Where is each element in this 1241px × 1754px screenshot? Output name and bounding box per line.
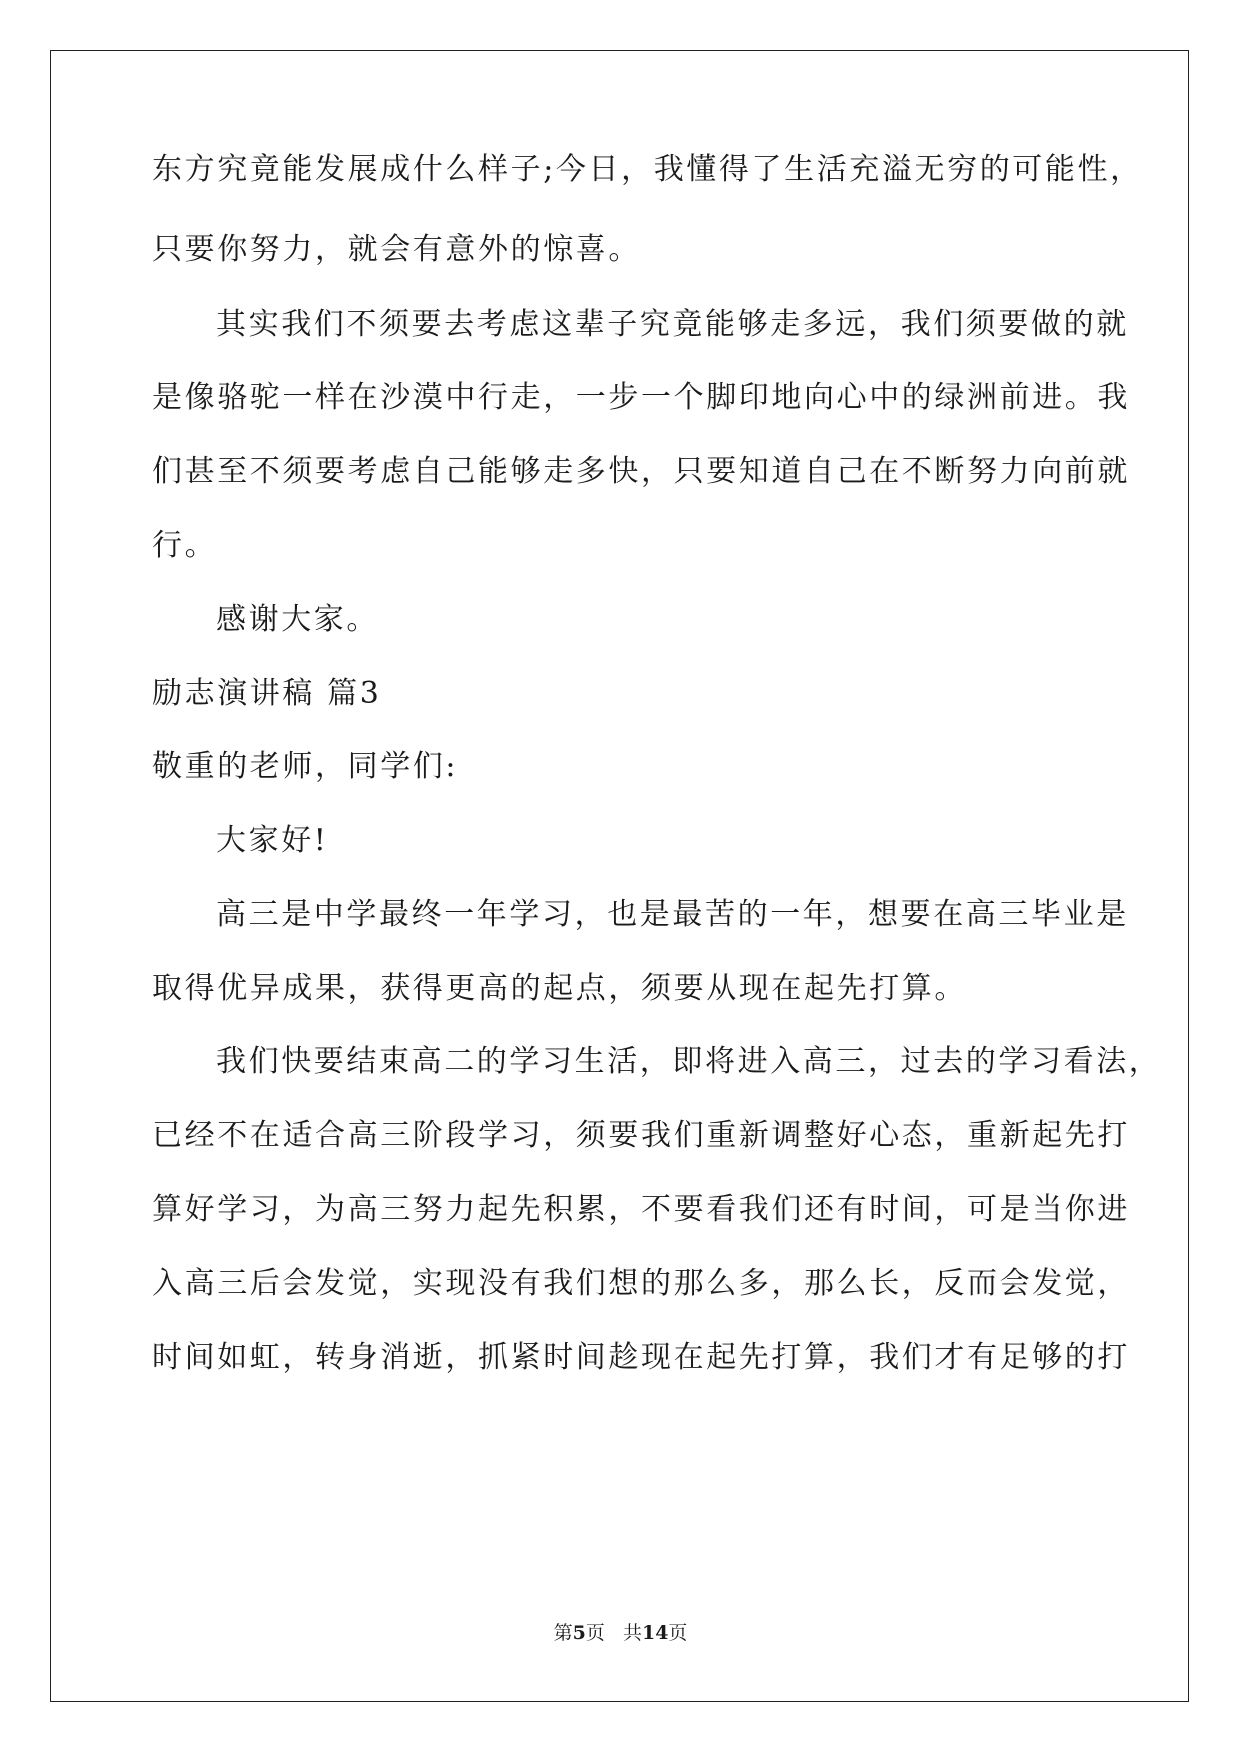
paragraph-line: 已经不在适合高三阶段学习，须要我们重新调整好心态，重新起先打: [152, 1118, 1130, 1153]
paragraph-line: 们甚至不须要考虑自己能够走多快，只要知道自己在不断努力向前就: [152, 454, 1130, 489]
paragraph-line: 算好学习，为高三努力起先积累，不要看我们还有时间，可是当你进: [152, 1192, 1130, 1227]
total-label-prefix: 共: [622, 1622, 642, 1644]
page-border: [50, 50, 1189, 1702]
greeting: 大家好!: [216, 823, 329, 858]
section-heading: 励志演讲稿 篇3: [152, 676, 382, 711]
paragraph-line: 时间如虹，转身消逝，抓紧时间趁现在起先打算，我们才有足够的打: [152, 1340, 1130, 1375]
paragraph-line: 感谢大家。: [216, 602, 379, 637]
paragraph-line: 其实我们不须要去考虑这辈子究竟能够走多远，我们须要做的就: [216, 307, 1129, 342]
paragraph-line: 高三是中学最终一年学习，也是最苦的一年，想要在高三毕业是: [216, 897, 1129, 932]
paragraph-line: 行。: [152, 528, 218, 563]
salutation: 敬重的老师，同学们:: [152, 749, 459, 784]
paragraph-line: 东方究竟能发展成什么样子;今日，我懂得了生活充溢无穷的可能性，: [152, 152, 1143, 187]
paragraph-line: 入高三后会发觉，实现没有我们想的那么多，那么长，反而会发觉，: [152, 1266, 1130, 1301]
total-pages-number: 14: [641, 1622, 669, 1644]
paragraph-line: 只要你努力，就会有意外的惊喜。: [152, 232, 641, 267]
paragraph-line: 取得优异成果，获得更高的起点，须要从现在起先打算。: [152, 971, 967, 1006]
paragraph-line: 我们快要结束高二的学习生活，即将进入高三，过去的学习看法，: [216, 1044, 1162, 1079]
page-footer: [0, 1621, 1241, 1645]
total-label-suffix: 页: [668, 1622, 688, 1644]
current-page-number: 5: [572, 1622, 586, 1644]
paragraph-line: 是像骆驼一样在沙漠中行走，一步一个脚印地向心中的绿洲前进。我: [152, 380, 1130, 415]
page-label-prefix: 第: [553, 1622, 573, 1644]
page-label-mid: 页: [585, 1622, 605, 1644]
